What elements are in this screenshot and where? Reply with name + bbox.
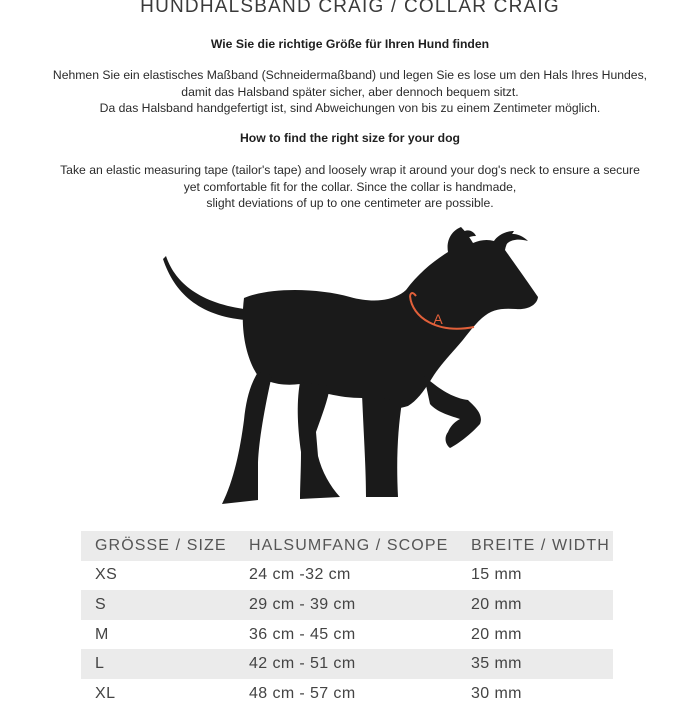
table-header-row	[81, 531, 613, 561]
table-row	[81, 561, 613, 591]
german-heading: Wie Sie die richtige Größe für Ihren Hund finden	[210, 37, 490, 51]
english-line: yet comfortable fit for the collar. Since the collar is handmade,	[183, 179, 517, 194]
size-cell: L	[95, 655, 105, 673]
neck-measurement-label: A	[433, 311, 443, 327]
scope-cell: 36 cm - 45 cm	[249, 625, 356, 643]
table-row	[81, 679, 613, 709]
header-width: BREITE / WIDTH	[471, 536, 610, 554]
table-row	[81, 620, 613, 650]
header-size: GRÖSSE / SIZE	[95, 536, 227, 554]
size-cell: XS	[95, 566, 118, 584]
scope-cell: 29 cm - 39 cm	[249, 595, 356, 613]
german-line: damit das Halsband später sicher, aber dennoch bequem sitzt.	[181, 84, 519, 99]
width-cell: 20 mm	[471, 625, 522, 643]
german-line: Da das Halsband handgefertigt ist, sind Abweichungen von bis zu einem Zentimeter möglich.	[99, 101, 601, 115]
dog-silhouette-icon	[163, 227, 538, 504]
page-title: HUNDHALSBAND CRAIG / COLLAR CRAIG	[140, 0, 560, 17]
english-line: Take an elastic measuring tape (tailor's tape) and loosely wrap it around your dog's neck to ensure a secure	[60, 163, 640, 177]
size-cell: XL	[95, 684, 116, 702]
table-row	[81, 590, 613, 620]
header-scope: HALSUMFANG / SCOPE	[249, 536, 449, 554]
size-table	[81, 531, 613, 709]
size-cell: S	[95, 595, 107, 613]
table-row	[81, 649, 613, 679]
width-cell: 15 mm	[471, 566, 522, 584]
width-cell: 20 mm	[471, 595, 522, 613]
scope-cell: 48 cm - 57 cm	[249, 684, 356, 702]
dog-measurement-illustration	[160, 218, 545, 518]
width-cell: 30 mm	[471, 684, 522, 702]
scope-cell: 42 cm - 51 cm	[249, 655, 356, 673]
german-instructions	[0, 67, 700, 117]
english-instructions	[0, 162, 700, 212]
english-line: slight deviations of up to one centimeter are possible.	[206, 196, 494, 210]
size-cell: M	[95, 625, 109, 643]
english-heading: How to find the right size for your dog	[239, 131, 461, 145]
scope-cell: 24 cm -32 cm	[249, 566, 351, 584]
german-line: Nehmen Sie ein elastisches Maßband (Schneidermaßband) und legen Sie es lose um den Hals Ihres Hundes,	[52, 68, 648, 82]
width-cell: 35 mm	[471, 655, 522, 673]
